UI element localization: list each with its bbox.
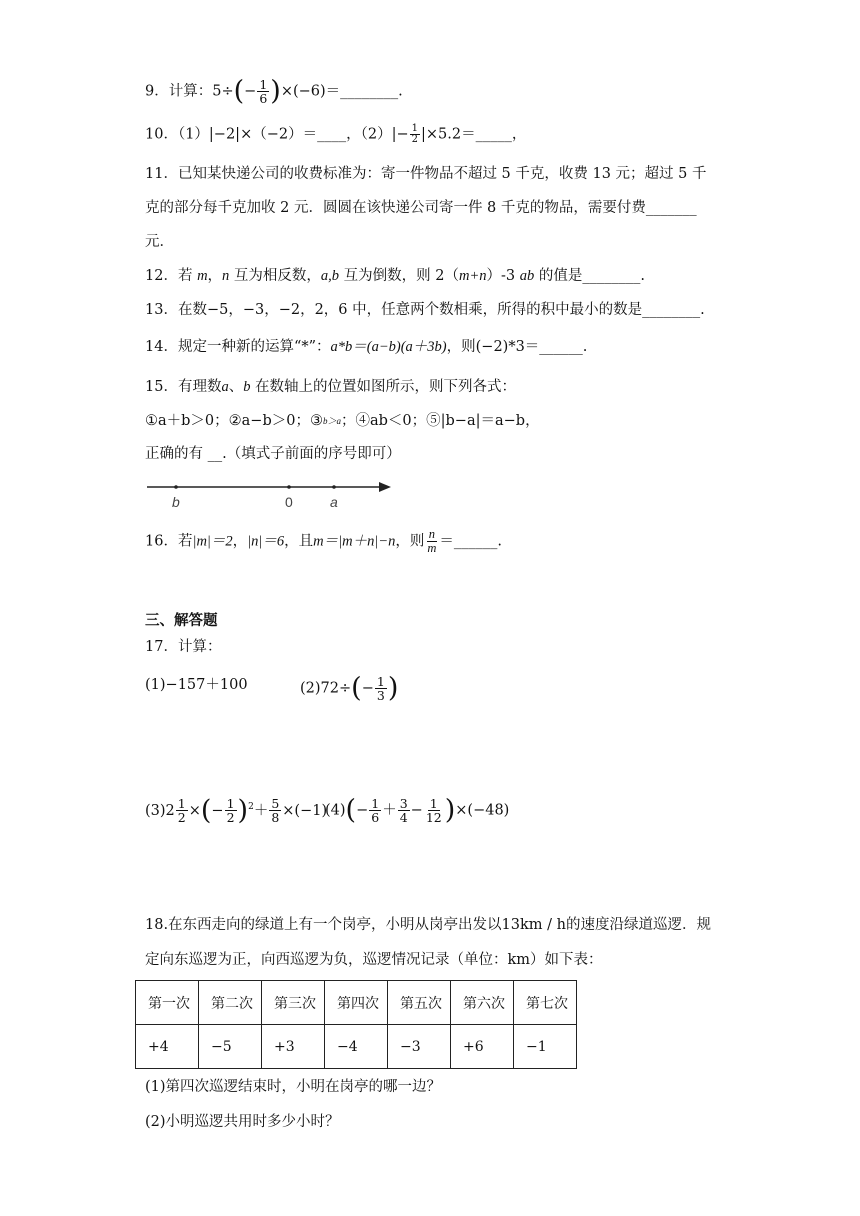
- table-header-row: [136, 981, 577, 1025]
- fraction: $\frac{n}{m}$: [427, 527, 437, 555]
- table-header-cell: 第六次: [451, 981, 514, 1025]
- table-row: [136, 1025, 577, 1069]
- table-header-cell: 第一次: [136, 981, 199, 1025]
- number-line: [145, 476, 395, 510]
- question-12: 12．若 m，n 互为相反数，a,b 互为倒数，则 2（m+n）-3 ab 的值是________.: [145, 268, 645, 284]
- problem-17-4: (4)(− $\frac{1}{6}$ ＋ $\frac{3}{4}$ − $\frac{1}{12}$ )×(−48): [325, 794, 510, 826]
- table-header-cell: 第七次: [514, 981, 577, 1025]
- fraction: $\frac{1}{3}$: [376, 674, 385, 703]
- fraction: $\frac{1}{2}$: [177, 796, 186, 826]
- question-11-line-2: 克的部分每千克加收 2 元．圆圆在该快递公司寄一件 8 千克的物品，需要付费_______: [145, 200, 697, 216]
- problem-17-1: (1)−157＋100: [145, 677, 248, 693]
- question-18-line-1: 18.在东西走向的绿道上有一个岗亭，小明从岗亭出发以13km / h的速度沿绿道巡逻．规: [145, 917, 711, 933]
- question-17-head: 17．计算：: [145, 639, 222, 655]
- point-a: [332, 485, 336, 489]
- question-14: 14．规定一种新的运算“*”：a*b＝(a−b)(a＋3b)，则(−2)*3＝______.: [145, 339, 588, 355]
- question-18-line-2: 定向东巡逻为正，向西巡逻为负，巡逻情况记录（单位：km）如下表：: [145, 952, 603, 968]
- fraction: $\frac{3}{4}$: [399, 796, 408, 825]
- table-cell: −3: [388, 1025, 451, 1069]
- label-zero: 0: [285, 494, 293, 510]
- table-cell: +6: [451, 1025, 514, 1069]
- question-13: 13．在数−5，−3，−2，2，6 中，任意两个数相乘，所得的积中最小的数是________.: [145, 302, 705, 318]
- table-header-cell: 第五次: [388, 981, 451, 1025]
- table-cell: −5: [199, 1025, 262, 1069]
- question-15-line-3: 正确的有 __.（填式子前面的序号即可）: [145, 446, 401, 462]
- table-cell: +3: [262, 1025, 325, 1069]
- label-b: b: [172, 494, 180, 510]
- problem-17-3: (3)2 $\frac{1}{2}$ ×(− $\frac{1}{2}$ )$^2$＋ $\frac{5}{8}$ ×(−1): [145, 794, 328, 826]
- fraction: $\frac{1}{6}$: [259, 77, 268, 106]
- question-18-sub-1: (1)第四次巡逻结束时，小明在岗亭的哪一边？: [145, 1079, 442, 1095]
- fraction: $\frac{1}{12}$: [425, 796, 442, 825]
- fraction: $\frac{1}{2}$: [411, 123, 418, 145]
- table-cell: −4: [325, 1025, 388, 1069]
- question-11-line-3: 元．: [145, 234, 174, 250]
- table-header-cell: 第二次: [199, 981, 262, 1025]
- question-9: 9．计算：5÷(− $\frac{1}{6}$ )×(−6)＝________.: [145, 75, 403, 107]
- table-header-cell: 第三次: [262, 981, 325, 1025]
- question-10: 10．（1）|−2|×（−2）＝____，（2）|− $\frac{1}{2}$ |×5.2＝_____，: [145, 123, 527, 145]
- point-zero: [287, 485, 291, 489]
- table-cell: +4: [136, 1025, 199, 1069]
- point-b: [174, 485, 178, 489]
- answer-blank[interactable]: ________.: [340, 83, 403, 100]
- label-a: a: [330, 494, 338, 510]
- question-16: 16．若|m|＝2，|n|＝6，且m＝|m＋n|−n，则 $\frac{n}{m}$ ＝______.: [145, 527, 502, 555]
- fraction: $\frac{1}{6}$: [371, 796, 380, 825]
- question-15-options: ①a＋b＞0；②a−b＞0；③b＞a；④ab＜0；⑤|b−a|＝a−b，: [145, 413, 540, 429]
- arrow-icon: [379, 482, 391, 492]
- fraction: $\frac{1}{2}$: [226, 796, 235, 826]
- problem-17-2: (2)72÷(− $\frac{1}{3}$ ): [300, 672, 399, 704]
- section-title: 三、解答题: [145, 613, 218, 629]
- table-cell: −1: [514, 1025, 577, 1069]
- question-18-sub-2: (2)小明巡逻共用时多少小时？: [145, 1114, 340, 1130]
- fraction: $\frac{5}{8}$: [271, 796, 280, 826]
- patrol-record-table: [135, 980, 577, 1069]
- question-11-line-1: 11．已知某快递公司的收费标准为：寄一件物品不超过 5 千克，收费 13 元；超过 5 千: [145, 166, 707, 182]
- table-header-cell: 第四次: [325, 981, 388, 1025]
- question-15-line-1: 15．有理数a、b 在数轴上的位置如图所示，则下列各式：: [145, 379, 517, 395]
